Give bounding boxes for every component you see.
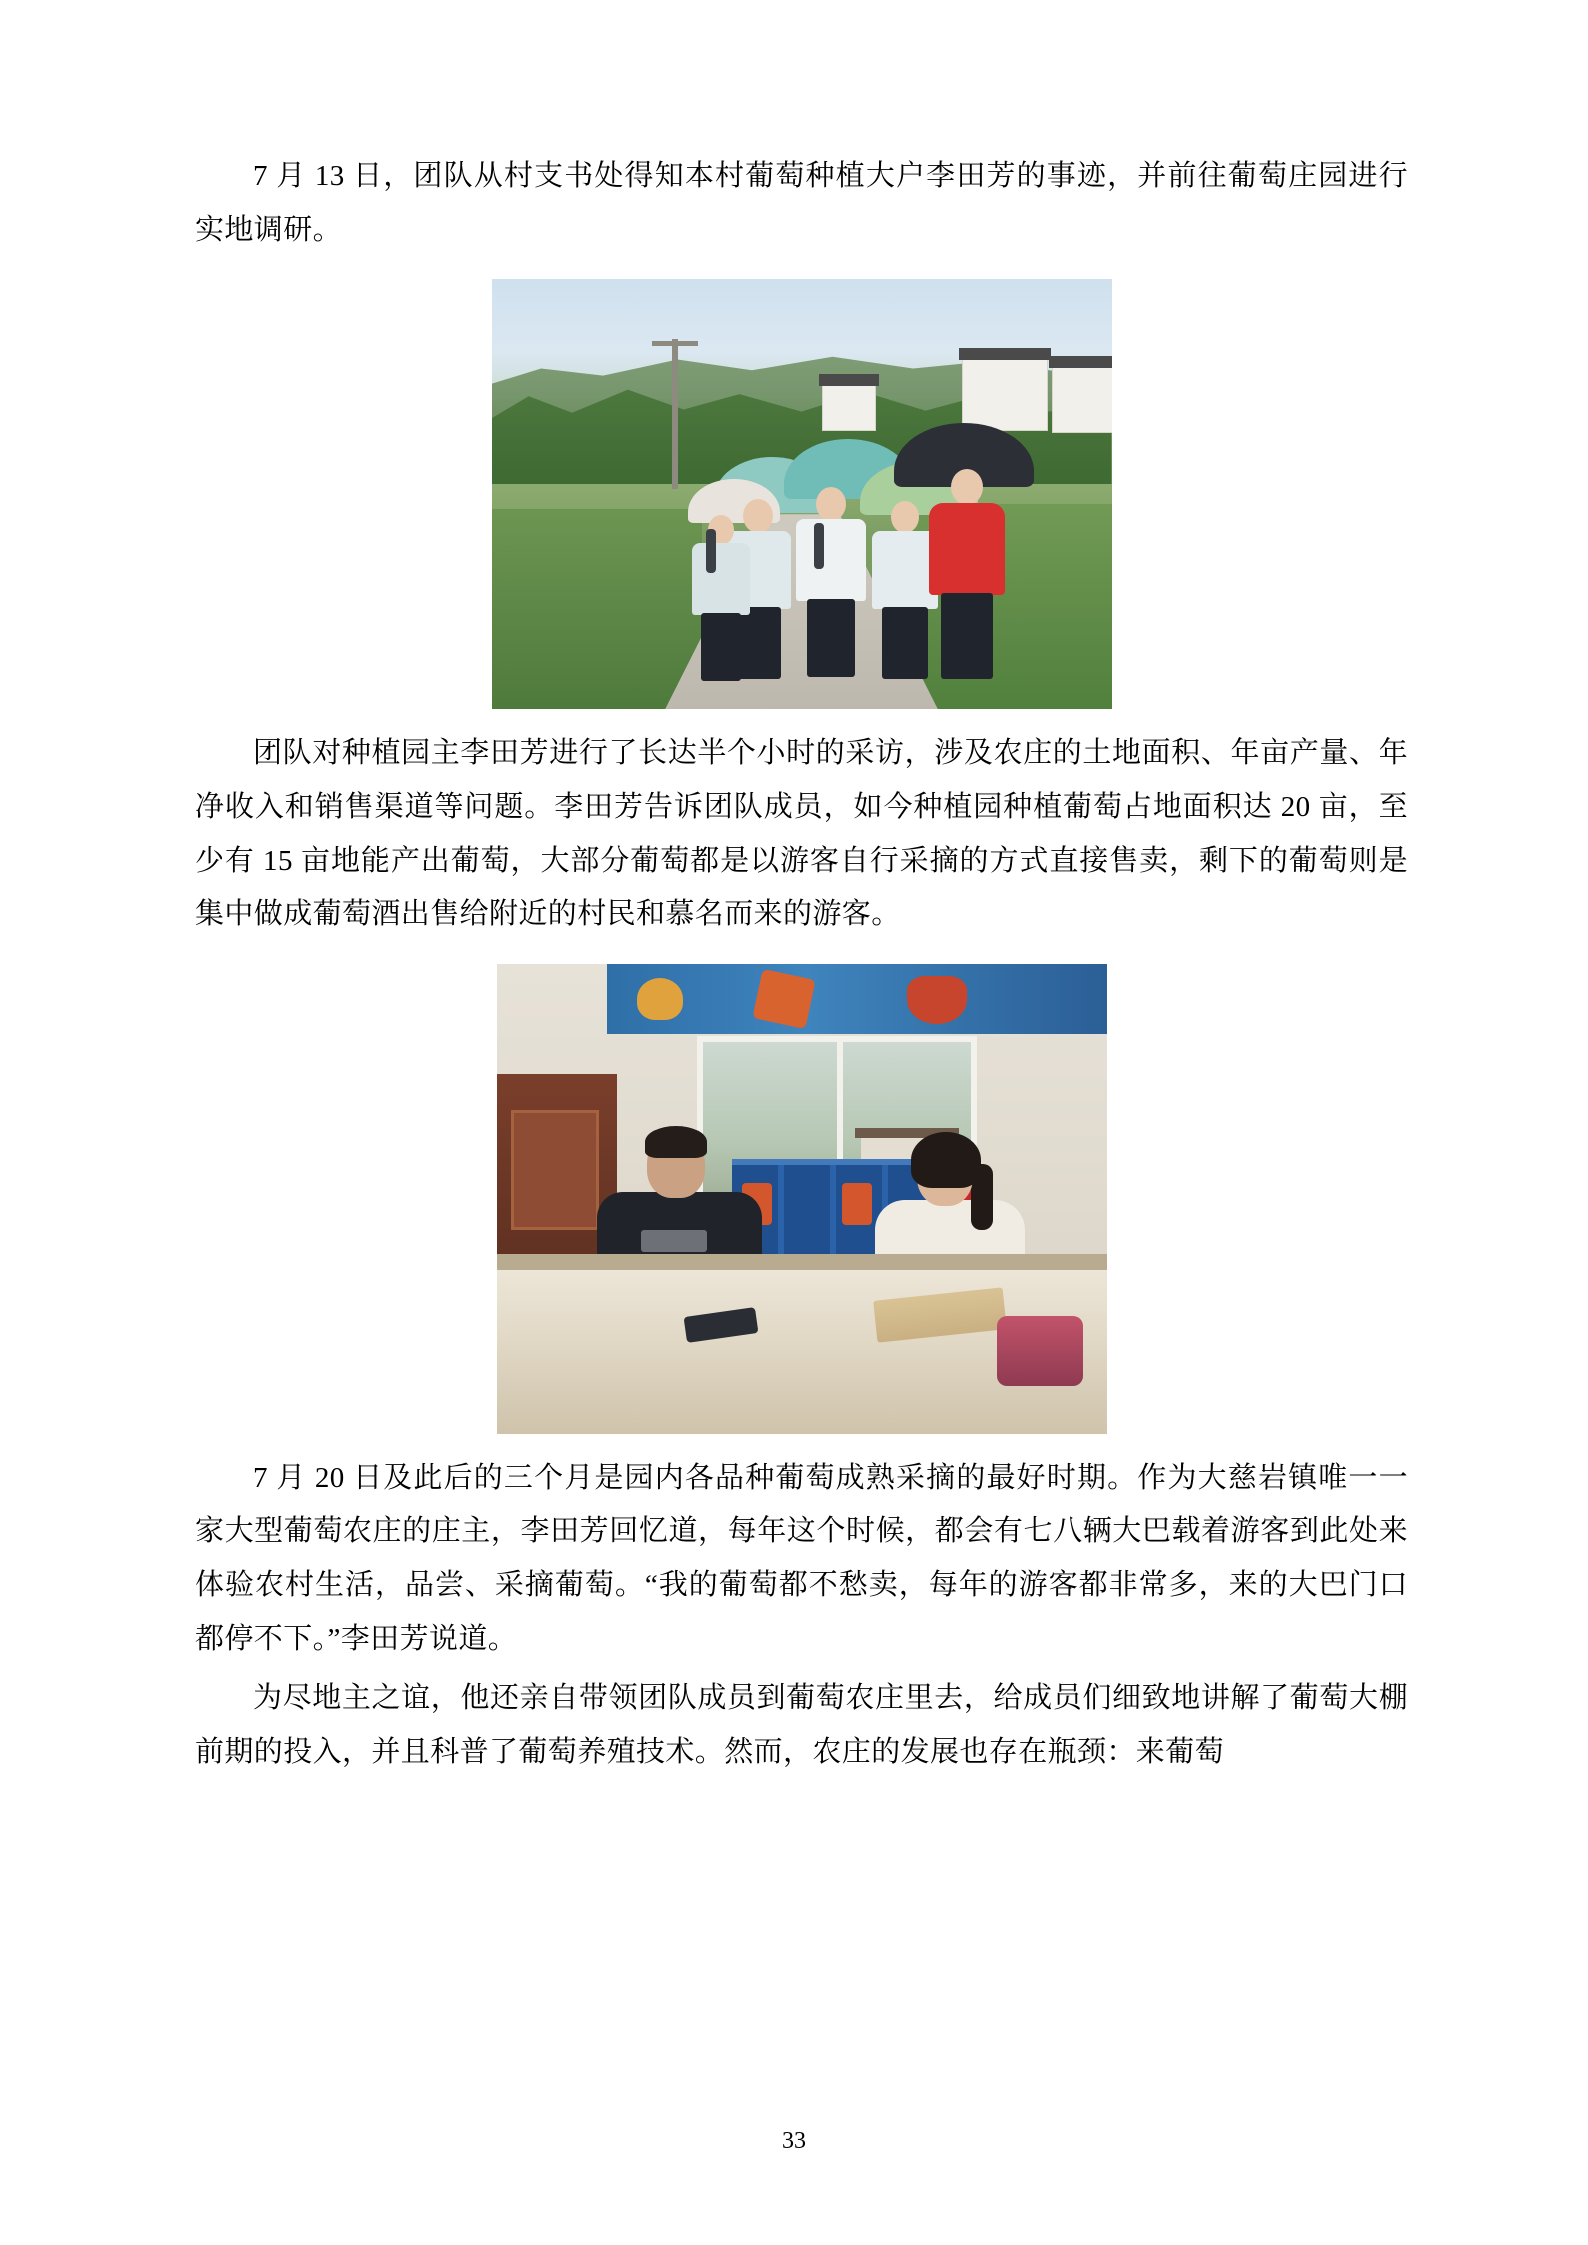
paragraph-4: 为尽地主之谊，他还亲自带领团队成员到葡萄农庄里去，给成员们细致地讲解了葡萄大棚前期的投入，并且科普了葡萄养殖技术。然而，农庄的发展也存在瓶颈：来葡萄 [195, 1682, 1408, 1769]
team-walking-with-umbrellas-photo [492, 279, 1112, 709]
paragraph-2: 团队对种植园主李田芳进行了长达半个小时的采访，涉及农庄的土地面积、年亩产量、年净收入和销售渠道等问题。李田芳告诉团队成员，如今种植园种植葡萄占地面积达 20 亩，至少有 15 亩地能产出葡萄，大部分葡萄都是以游客自行采摘的方式直接售卖，剩下的葡萄则是集中做成葡萄酒出售给附近的村民和慕名而来的游客。 [195, 737, 1408, 931]
page-number: 33 [782, 2128, 806, 2154]
figure-interview [195, 964, 1408, 1434]
paragraph-3: 7 月 20 日及此后的三个月是园内各品种葡萄成熟采摘的最好时期。作为大慈岩镇唯一一家大型葡萄农庄的庄主，李田芳回忆道，每年这个时候，都会有七八辆大巴载着游客到此处来体验农村生活，品尝、采摘葡萄。“我的葡萄都不愁卖，每年的游客都非常多，来的大巴门口都停不下。”李田芳说道。 [195, 1461, 1408, 1655]
figure-team-walking [195, 279, 1408, 709]
paragraph-1: 7 月 13 日，团队从村支书处得知本村葡萄种植大户李田芳的事迹，并前往葡萄庄园进行实地调研。 [195, 160, 1408, 246]
interview-indoor-photo [497, 964, 1107, 1434]
